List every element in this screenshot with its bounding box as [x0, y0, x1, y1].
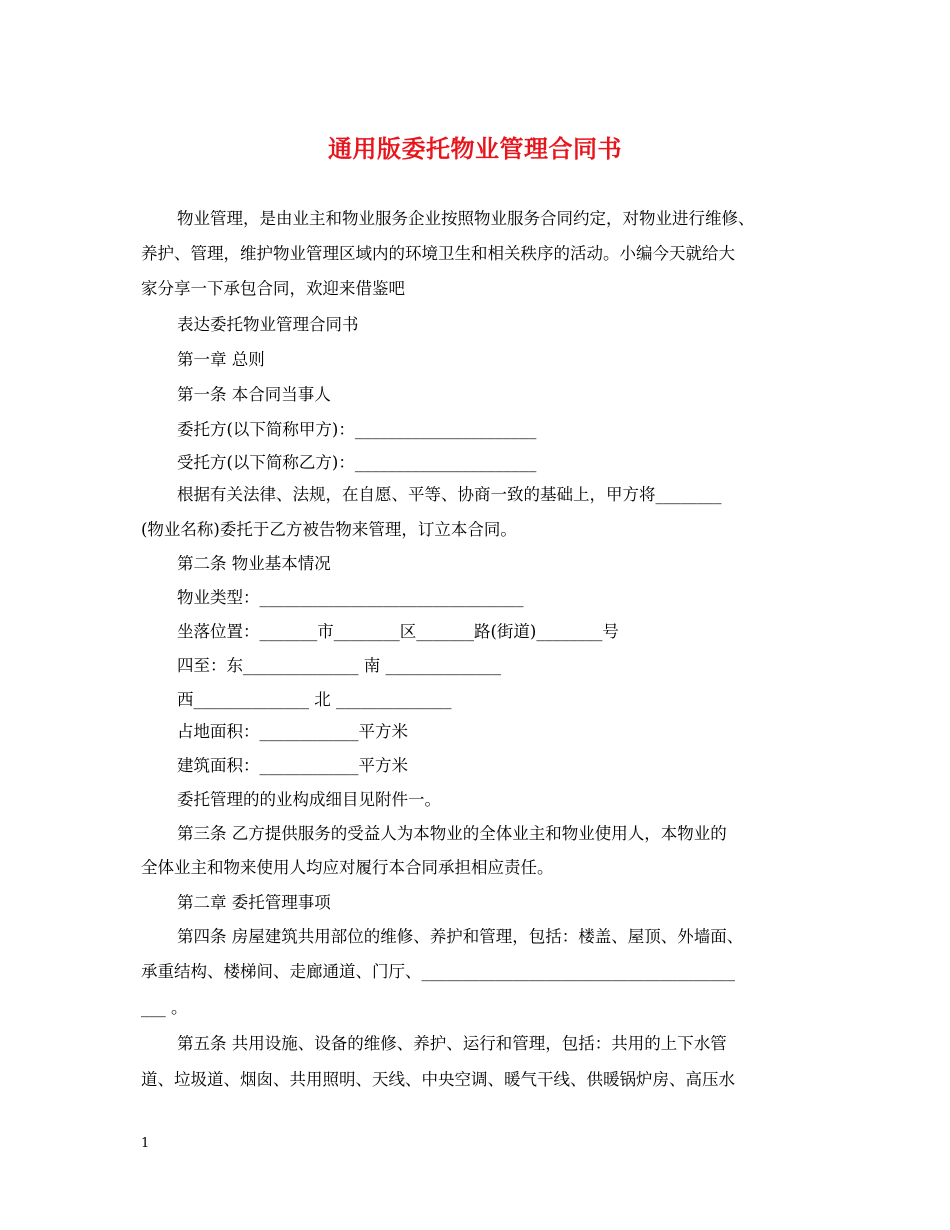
paragraph-line: 全体业主和物来使用人均应对履行本合同承担相应责任。: [141, 858, 554, 877]
paragraph-line: 第五条 共用设施、设备的维修、养护、运行和管理，包括：共用的上下水管: [177, 1034, 727, 1053]
paragraph-line: 第三条 乙方提供服务的受益人为本物业的全体业主和物业使用人，本物业的: [177, 824, 727, 843]
blank-field-line: 委托方(以下简称甲方)：______________________: [177, 420, 537, 439]
blank-field-line: 占地面积：____________平方米: [177, 722, 408, 741]
paragraph-line: ___ 。: [141, 998, 188, 1017]
document-title: 通用版委托物业管理合同书: [328, 135, 622, 163]
article-heading: 第二条 物业基本情况: [177, 554, 331, 573]
page-number: 1: [141, 1136, 150, 1151]
blank-field-line: 建筑面积：____________平方米: [177, 756, 408, 775]
paragraph-line: 养护、管理，维护物业管理区域内的环境卫生和相关秩序的活动。小编今天就给大: [141, 244, 735, 263]
article-heading: 第一条 本合同当事人: [177, 385, 331, 404]
paragraph-line: 物业管理，是由业主和物业服务企业按照物业服务合同约定，对物业进行维修、: [177, 209, 755, 228]
chapter-heading: 第二章 委托管理事项: [177, 893, 331, 912]
paragraph-line: (物业名称)委托于乙方被告物来管理，订立本合同。: [141, 520, 517, 539]
paragraph-line: 表达委托物业管理合同书: [177, 315, 359, 334]
blank-field-line: 四至：东______________ 南 ______________: [177, 656, 501, 675]
paragraph-line: 第四条 房屋建筑共用部位的维修、养护和管理，包括：楼盖、屋顶、外墙面、: [177, 927, 744, 946]
chapter-heading: 第一章 总则: [177, 350, 265, 369]
blank-field-line: 物业类型：________________________________: [177, 588, 524, 607]
blank-field-line: 坐落位置：_______市________区_______路(街道)________号: [177, 622, 619, 641]
blank-field-line: 受托方(以下简称乙方)：______________________: [177, 453, 537, 472]
paragraph-line: 道、垃圾道、烟囱、共用照明、天线、中央空调、暖气干线、供暖锅炉房、高压水: [141, 1070, 735, 1089]
paragraph-line: 根据有关法律、法规，在自愿、平等、协商一致的基础上，甲方将________: [177, 485, 722, 504]
paragraph-line: 承重结构、楼梯间、走廊通道、门厅、______________________________________: [141, 962, 735, 981]
blank-field-line: 西______________ 北 ______________: [177, 690, 452, 709]
paragraph-line: 家分享一下承包合同，欢迎来借鉴吧: [141, 279, 405, 298]
paragraph-line: 委托管理的的业构成细目见附件一。: [177, 790, 441, 809]
